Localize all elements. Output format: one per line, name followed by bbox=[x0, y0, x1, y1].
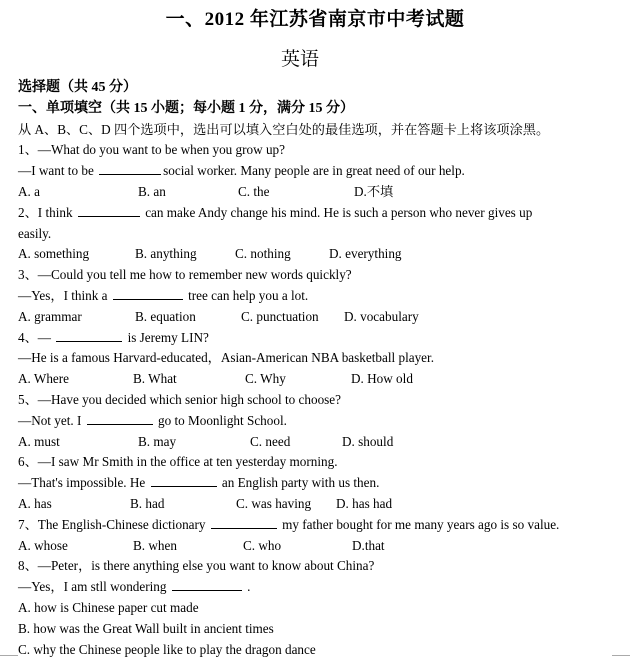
question-5-stem: 5、—Have you decided which senior high school to choose? bbox=[18, 391, 342, 407]
page-subtitle: 英语 bbox=[280, 49, 319, 70]
question-1-response bbox=[18, 161, 608, 182]
option-c: C. was having bbox=[236, 495, 312, 511]
option-a: A. must bbox=[18, 433, 60, 449]
page-corner-left bbox=[0, 655, 18, 662]
question-6-text-b: an English party with us then. bbox=[218, 475, 380, 491]
instruction: 从 A、B、C、D 四个选项中，选出可以填入空白处的最佳选项，并在答题卡上将该项涂黑。 bbox=[18, 121, 550, 137]
option-a: A. has bbox=[18, 495, 52, 511]
question-2-text-b: can make Andy change his mind. He is such a person who never gives up bbox=[141, 204, 533, 220]
option-d: D. has had bbox=[336, 495, 393, 511]
option-b: B. What bbox=[133, 371, 177, 387]
option-c: C. the bbox=[238, 183, 270, 199]
option-d: D. How old bbox=[351, 371, 413, 387]
question-1-stem: 1、—What do you want to be when you grow up? bbox=[18, 142, 285, 158]
option-d: D. should bbox=[342, 433, 394, 449]
question-2-stem bbox=[18, 203, 608, 224]
page-corner-right bbox=[612, 655, 630, 662]
option-b: B. an bbox=[138, 183, 166, 199]
option-c: C. why the Chinese people like to play the dragon dance bbox=[18, 641, 316, 657]
question-2-stem-cont: easily. bbox=[18, 225, 52, 241]
option-b: B. equation bbox=[135, 308, 196, 324]
question-4-options bbox=[18, 369, 608, 390]
question-8-text-b: . bbox=[243, 579, 251, 595]
exam-content bbox=[18, 78, 608, 660]
question-5-text-a: —Not yet. I bbox=[18, 412, 85, 428]
question-4-stem bbox=[18, 328, 608, 349]
option-b: B. anything bbox=[135, 246, 197, 262]
option-b: B. had bbox=[130, 495, 165, 511]
question-3-stem: 3、—Could you tell me how to remember new words quickly? bbox=[18, 267, 352, 283]
question-6-response bbox=[18, 473, 608, 494]
option-d: D.that bbox=[352, 537, 385, 553]
option-b: B. how was the Great Wall built in ancient times bbox=[18, 620, 274, 636]
question-1-text-b: social worker. Many people are in great need of our help. bbox=[163, 163, 465, 179]
question-8-stem: 8、—Peter，is there anything else you want to know about China? bbox=[18, 558, 375, 574]
question-7-text-b: my father bought for me many years ago is so value. bbox=[278, 516, 560, 532]
question-3-options bbox=[18, 307, 608, 328]
option-c: C. nothing bbox=[235, 246, 291, 262]
option-a: A. something bbox=[18, 246, 90, 262]
option-b: B. may bbox=[138, 433, 177, 449]
question-5-options bbox=[18, 432, 608, 453]
question-8-response bbox=[18, 577, 608, 598]
part-heading: 一、单项填空（共 15 小题；每小题 1 分，满分 15 分） bbox=[18, 100, 354, 116]
option-a: A. grammar bbox=[18, 308, 82, 324]
option-d: D. vocabulary bbox=[344, 308, 419, 324]
answer-blank bbox=[56, 328, 122, 342]
option-c: C. Why bbox=[245, 371, 286, 387]
question-7-text-a: 7、The English-Chinese dictionary bbox=[18, 516, 209, 532]
question-3-text-a: —Yes，I think a bbox=[18, 287, 111, 303]
question-7-stem bbox=[18, 515, 608, 536]
answer-blank bbox=[87, 411, 153, 425]
section-heading: 选择题（共 45 分） bbox=[18, 80, 137, 95]
answer-blank bbox=[211, 515, 277, 529]
question-6-text-a: —That's impossible. He bbox=[18, 475, 149, 491]
question-6-stem: 6、—I saw Mr Smith in the office at ten yesterday morning. bbox=[18, 454, 338, 470]
option-a: A. how is Chinese paper cut made bbox=[18, 599, 199, 615]
page-title: 一、2012 年江苏省南京市中考试题 bbox=[165, 9, 465, 30]
option-a: A. whose bbox=[18, 537, 68, 553]
option-c: C. need bbox=[250, 433, 291, 449]
question-4-response: —He is a famous Harvard-educated，Asian-American NBA basketball player. bbox=[18, 350, 434, 366]
question-2-text-a: 2、I think bbox=[18, 204, 76, 220]
option-c: C. punctuation bbox=[241, 308, 319, 324]
question-6-options bbox=[18, 494, 608, 515]
question-3-response bbox=[18, 286, 608, 307]
question-4-text-a: 4、— bbox=[18, 329, 55, 345]
answer-blank bbox=[99, 161, 161, 175]
question-4-text-b: is Jeremy LIN? bbox=[124, 329, 209, 345]
answer-blank bbox=[78, 203, 140, 217]
question-7-options bbox=[18, 536, 608, 557]
question-8-text-a: —Yes，I am stll wondering bbox=[18, 579, 170, 595]
answer-blank bbox=[151, 473, 217, 487]
question-5-response bbox=[18, 411, 608, 432]
question-1-text-a: —I want to be bbox=[18, 163, 98, 179]
answer-blank bbox=[172, 577, 242, 591]
question-3-text-b: tree can help you a lot. bbox=[184, 287, 309, 303]
answer-blank bbox=[113, 286, 183, 300]
option-d: D. everything bbox=[329, 246, 402, 262]
option-a: A. Where bbox=[18, 371, 70, 387]
option-a: A. a bbox=[18, 183, 40, 199]
question-5-text-b: go to Moonlight School. bbox=[154, 412, 287, 428]
question-2-options bbox=[18, 244, 608, 265]
option-d: D.不填 bbox=[354, 183, 394, 199]
option-c: C. who bbox=[243, 537, 282, 553]
option-b: B. when bbox=[133, 537, 177, 553]
question-1-options bbox=[18, 182, 608, 203]
